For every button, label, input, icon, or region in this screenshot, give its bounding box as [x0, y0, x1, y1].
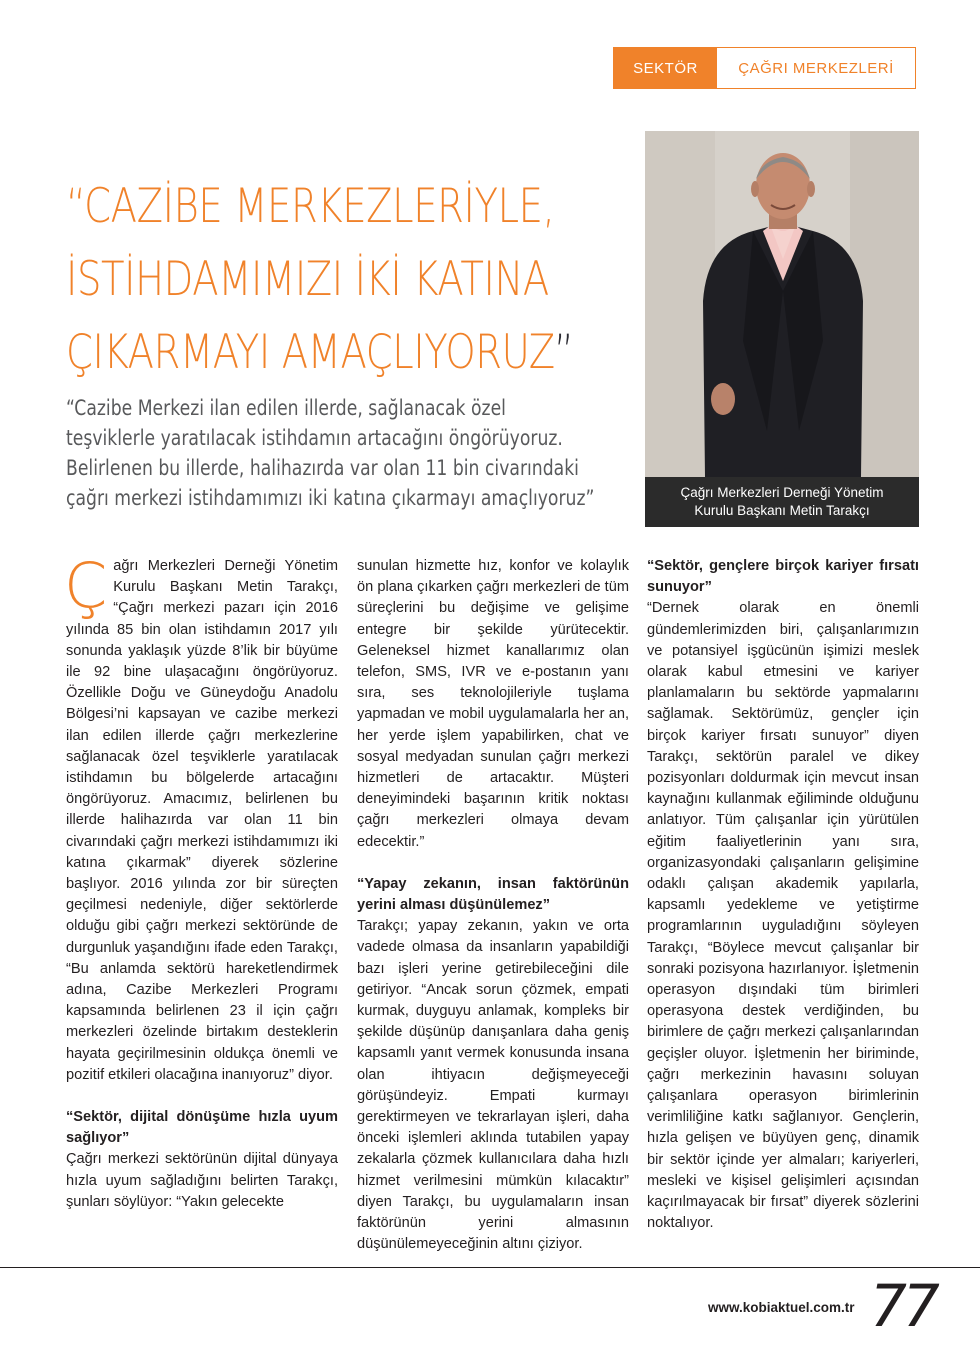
- website-url: www.kobiaktuel.com.tr: [708, 1300, 855, 1315]
- subheading: “Yapay zekanın, insan faktörünün yerini alması düşünülemez”: [357, 875, 629, 914]
- headline: [66, 170, 632, 389]
- portrait-illustration: [645, 131, 919, 477]
- headline-close-quote: ”: [554, 325, 574, 380]
- section-tag: [613, 47, 916, 89]
- photo-caption: [645, 477, 919, 527]
- headline-line-3: ÇIKARMAYI AMAÇLIYORUZ: [66, 325, 555, 380]
- paragraph: Çağrı merkezi sektörünün dijital dünyaya hızla uyum sağladığını belirten Tarakçı, şunları söylüyor: “Yakın gelecekte: [66, 1151, 338, 1210]
- paragraph-text: ağrı Merkezleri Derneği Yönetim Kurulu Başkanı Metin Tarakçı, “Çağrı merkezi pazarı için 2016 yılında 85 bin olan istihdamın 2017 yılı sonunda yaklaşık yüzde 8’lik bir büyüme ile 92 bine ulaşacağını öngörüyoruz. Özellikle Doğu ve Güneydoğu Anadolu Bölgesi’ni kapsayan ve cazibe merkezi ilan edilen illerde çağrı merkezlerine sağlanacak özel teşviklerle yaratılacak istihdamın bu bölgelerde artacağını öngörüyoruz. Amacımız, belirlenen bu illerde halihazırda var olan 11 bin civarındaki çağrı merkezi istihdamımızı iki katına çıkarmak” diyerek sözlerine başlıyor. 2016 yılında zor bir süreçten geçilmesi nedeniyle, diğer sektörlerde olduğu gibi çağrı merkezi sektöründe de durgunluk yaşandığını ifade eden Tarakçı, “Bu anlamda sektörü hareketlendirmek adına, Cazibe Merkezleri Programı kapsamında belirlenen 23 il için çağrı merkezleri özelinde birtakım desteklerin hayata geçirilmesinin oldukça önemli ve pozitif etkileri olacağına inanıyoruz” diyor.: [66, 558, 338, 1083]
- paragraph: sunulan hizmette hız, konfor ve kolaylık ön plana çıkarken çağrı merkezleri de tüm süreçlerini bu değişime ve gelişime entegre bir şekilde yürütecektir. Geleneksel hizmet kanallarımız olan telefon, SMS, IVR ve e-postanın yanı sıra, ses teknolojileriyle tuşlama yapmadan ve mobil uygulamalarla her an, her yerde işlem yapabilirken, chat ve sosyal medyadan sunulan çağrı merkezi hizmetleri de artacaktır. Müşteri deneyimindeki başarının kritik noktası çağrı merkezleri olmaya devam edecektir.”: [357, 558, 629, 850]
- sector-label: SEKTÖR: [614, 48, 717, 88]
- footer-divider: [0, 1267, 980, 1268]
- caption-line-1: Çağrı Merkezleri Derneği Yönetim: [680, 485, 884, 500]
- dropcap: Ç: [64, 549, 108, 622]
- paragraph: [64, 549, 338, 1086]
- portrait-photo: [645, 131, 919, 477]
- page-number: 77: [870, 1272, 936, 1340]
- lead-line-3: Belirlenen bu illerde, halihazırda var olan 11 bin civarındaki: [66, 456, 579, 480]
- subheading: “Sektör, dijital dönüşüme hızla uyum sağlıyor”: [66, 1109, 338, 1147]
- headline-line-2: İSTİHDAMIMIZI İKİ KATINA: [66, 252, 549, 307]
- lead-line-2: teşviklerle yaratılacak istihdamın artacağını öngörüyoruz.: [66, 426, 563, 450]
- article-column-3: [647, 556, 919, 1235]
- caption-line-2: Kurulu Başkanı Metin Tarakçı: [694, 503, 870, 518]
- headline-line-1: “CAZİBE MERKEZLERİYLE,: [66, 179, 555, 234]
- lead-line-1: “Cazibe Merkezi ilan edilen illerde, sağlanacak özel: [66, 396, 506, 420]
- article-column-1: [64, 549, 338, 1213]
- article-column-2: [357, 556, 629, 1256]
- topic-label: ÇAĞRI MERKEZLERİ: [738, 59, 894, 77]
- subheading: “Sektör, gençlere birçok kariyer fırsatı sunuyor”: [647, 558, 919, 596]
- paragraph: “Dernek olarak en önemli gündemlerimizden biri, çalışanlarımızın ve potansiyel işgücünün işimizi meslek olarak kabul etmesini ve kariyer planlamaların bu sektörde yapmalarını sağlamak. Sektörümüz, gençler için birçok kariyer fırsatı sunuyor” diyen Tarakçı, sektörün paralel ve dikey pozisyonları doldurmak için mevcut insan kaynağını kullanmak eğiliminde olduğunu anlatıyor. Tüm çalışanlar için yürütülen eğitim faaliyetlerinin yanı sıra, organizasyondaki çalışanların gelişimine odaklı çalışan akademik yapılarla, kapsamlı yedekleme ve yetiştirme programlarının uyguladığını söyleyen Tarakçı, “Böylece mevcut çalışanlar bir sonraki pozisyona hazırlanıyor. İşletmenin operasyon dışındaki tüm birimleri operasyona destek verdiğinden, bu birimlere de çağrı merkezi çalışanlarından geçişler oluyor. İşletmenin her biriminde, çağrı merkezinin havasını soluyan çalışanlara operasyon birimlerinin verimliliğine katkı sağlanıyor. Gençlerin, hızla gelişen ve büyüyen genç, dinamik bir sektör içinde yer almaları; kariyerleri, mesleki ve kişisel gelişimleri açısından kaçırılmayacak bir fırsat” diyerek sözlerini noktalıyor.: [647, 600, 919, 1232]
- paragraph: Tarakçı; yapay zekanın, yakın ve orta vadede olmasa da insanların yapabildiği bazı işleri yerine getirebileceğini dile getiriyor. “Ancak sorun çözmek, empati kurmak, duyguyu anlamak, kompleks bir şekilde düşünüp danışanlara daha geniş kapsamlı yanıt vermek konusunda insana olan ihtiyacın değişmeyeceği görüşündeyiz. Empati kurmayı gerektirmeyen ve tekrarlayan işleri, daha önceki işlemleri aklında tutabilen yapay zekalarla çözmek kullanıcılara daha hızlı hizmet verilmesini mümkün kılacaktır” diyen Tarakçı, bu uygulamaların insan faktörünün yerini almasının düşünülemeyeceğinin altını çiziyor.: [357, 918, 629, 1253]
- lead-quote: [66, 393, 624, 513]
- lead-line-4: çağrı merkezi istihdamımızı iki katına çıkarmayı amaçlıyoruz”: [66, 486, 595, 510]
